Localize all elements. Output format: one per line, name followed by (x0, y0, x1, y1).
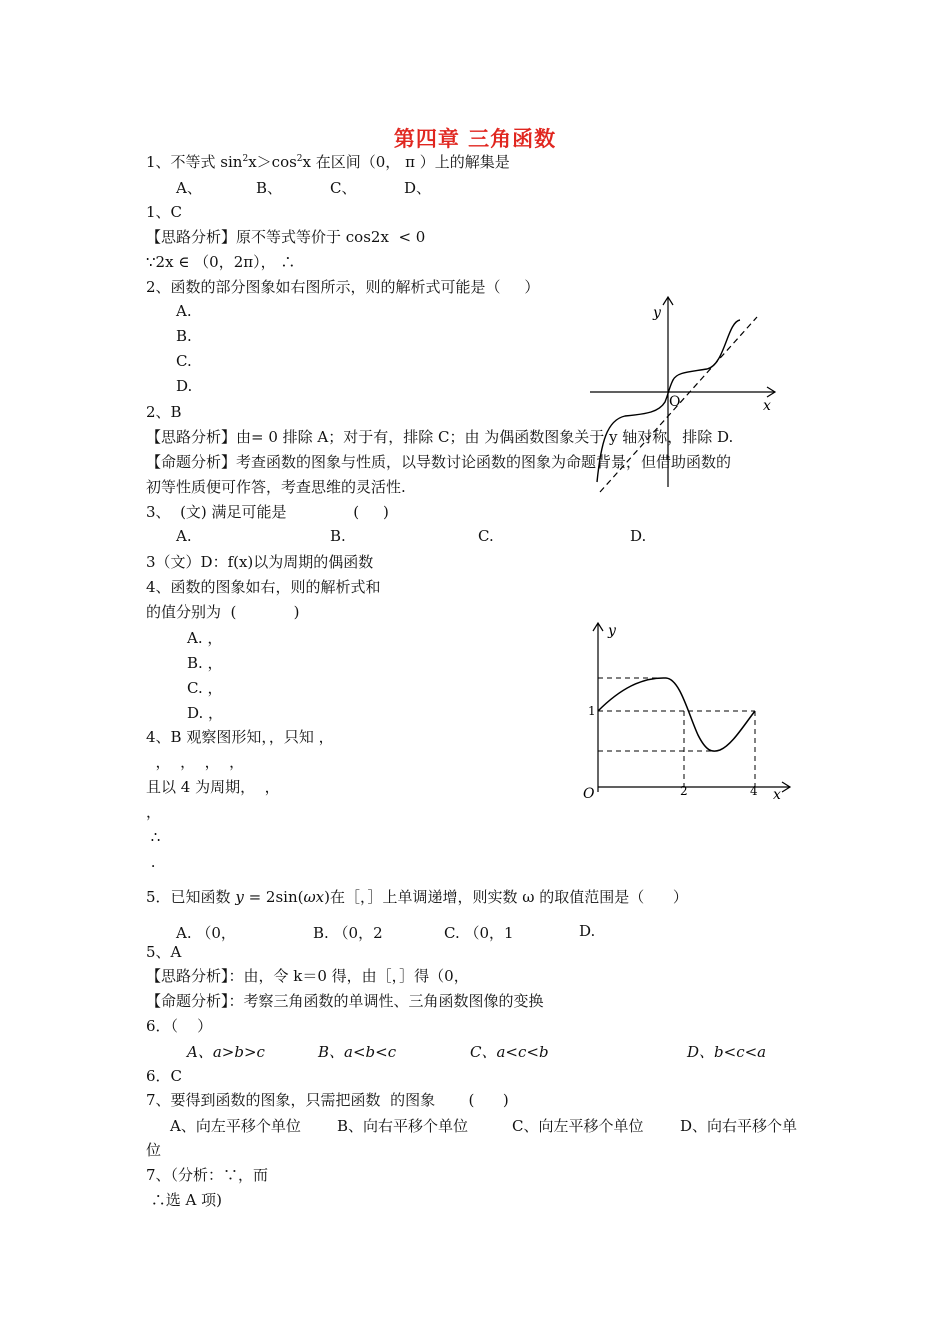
q2-option-a: A. (176, 302, 192, 320)
reasoning-1: ∵2x ∈ （0，2π）， ∴ (146, 253, 296, 271)
comment-2-line2: 初等性质便可作答，考查思维的灵活性. (146, 478, 406, 496)
chapter-title: 第四章 三角函数 (393, 126, 557, 151)
analysis-1: 【思路分析】原不等式等价于 cos2x < 0 (146, 228, 426, 246)
q7-option-c: C、向左平移个单位 (512, 1117, 644, 1135)
q5-option-c: C. （0，1 (444, 924, 514, 942)
answer-4-line1: 4、B 观察图形知，，只知 ， (146, 728, 334, 746)
q1-option-a: A、 (176, 179, 202, 197)
q7-option-d: D、向右平移个单 (680, 1117, 798, 1135)
question-4-line2: 的值分别为 ( ) (146, 603, 300, 621)
question-5: 5．已知函数 y = 2sin(ωx)在［，］上单调递增，则实数 ω 的取值范围是（ ） (146, 888, 688, 906)
question-7: 7、要得到函数的图象，只需把函数 的图象 ( ) (146, 1091, 509, 1109)
q4-origin-label: O (583, 786, 595, 802)
answer-4-line4: ， (146, 803, 162, 821)
question-6: 6．（ ） (146, 1017, 213, 1035)
answer-2: 2、B (146, 403, 182, 421)
q7-option-wrap: 位 (146, 1141, 162, 1159)
q3-option-b: B. (330, 527, 346, 545)
q4-option-b: B. ， (187, 654, 223, 672)
q4-x-label: x (773, 787, 781, 803)
comment-2-line1: 【命题分析】考查函数的图象与性质，以导数讨论函数的图象为命题背景，但借助函数的 (146, 453, 732, 471)
q4-option-a: A. ， (187, 629, 223, 647)
q5-option-b: B. （0，2 (313, 924, 383, 942)
q7-option-a: A、向左平移个单位 (170, 1117, 301, 1135)
question-2: 2、函数的部分图象如右图所示，则的解析式可能是（ ） (146, 278, 540, 296)
q2-option-b: B. (176, 327, 192, 345)
q2-y-label: y (653, 305, 661, 321)
q4-option-d: D. ， (187, 704, 224, 722)
answer-3: 3（文）D：f(x)以为周期的偶函数 (146, 553, 374, 571)
analysis-5: 【思路分析】：由，令 k＝0 得，由［，］得（0， (146, 967, 469, 985)
q4-curve (598, 678, 755, 751)
answer-4-line6: . (146, 853, 156, 871)
q6-option-b: B、a<b<c (318, 1043, 397, 1061)
answer-6: 6．C (146, 1067, 183, 1085)
q4-y-tick-1: 1 (588, 704, 596, 718)
q7-option-b: B、向右平移个单位 (337, 1117, 469, 1135)
q3-option-d: D. (630, 527, 647, 545)
q1-option-c: C、 (330, 179, 357, 197)
answer-4-line3: 且以 4 为周期， ， (146, 778, 280, 796)
question-1: 1、不等式 $\sin^2x>\cos^2x$ 在区间（0， π ）上的解集是 (146, 153, 510, 171)
q4-function-graph (580, 617, 800, 807)
answer-7-line1: 7、（分析：∵，而 (146, 1166, 269, 1184)
answer-5: 5、A (146, 943, 182, 961)
q2-option-c: C. (176, 352, 192, 370)
comment-5: 【命题分析】：考察三角函数的单调性、三角函数图像的变换 (146, 992, 544, 1010)
q6-option-a: A、a>b>c (187, 1043, 265, 1061)
q3-option-a: A. (176, 527, 192, 545)
q3-option-c: C. (478, 527, 494, 545)
q6-option-d: D、b<c<a (687, 1043, 767, 1061)
answer-4-line5: ∴ (146, 828, 161, 846)
q2-x-label: x (763, 398, 771, 414)
q2-option-d: D. (176, 377, 193, 395)
q1-option-b: B、 (256, 179, 283, 197)
q4-x-tick-2: 2 (680, 784, 688, 798)
q5-option-a: A. （0， (176, 924, 236, 942)
q6-option-c: C、a<c<b (470, 1043, 549, 1061)
q5-option-d: D. (579, 922, 596, 940)
question-4-line1: 4、函数的图象如右，则的解析式和 (146, 578, 381, 596)
q4-y-label: y (608, 623, 616, 639)
answer-7-line2: ∴选 A 项) (146, 1191, 222, 1209)
answer-4-line2: ， ， ， ， (146, 753, 245, 771)
answer-1: 1、C (146, 203, 183, 221)
analysis-2: 【思路分析】由= 0 排除 A；对于有，排除 C；由 为偶函数图象关于 y 轴对称，排除 D. (146, 428, 734, 446)
question-3: 3、 (文) 满足可能是 ( ) (146, 503, 389, 521)
q4-x-tick-4: 4 (750, 784, 758, 798)
q2-origin-label: O (669, 394, 681, 410)
q4-option-c: C. ， (187, 679, 223, 697)
q1-option-d: D、 (404, 179, 432, 197)
